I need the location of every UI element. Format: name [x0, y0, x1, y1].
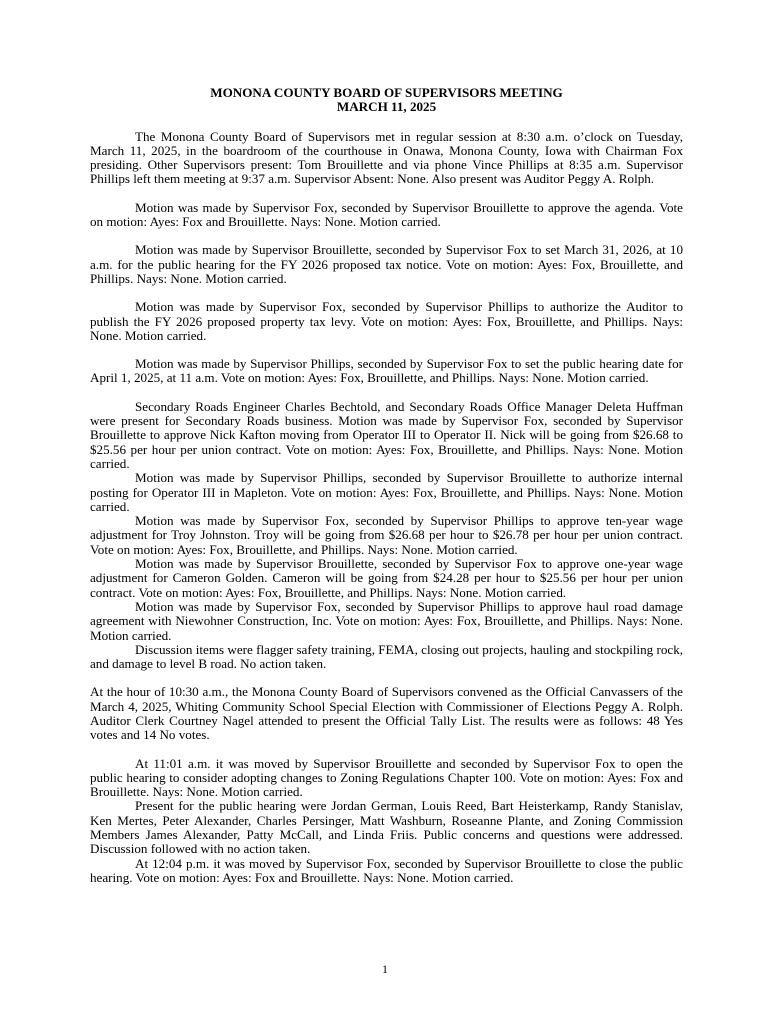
- paragraph-secondary-roads: Secondary Roads Engineer Charles Bechtold, and Secondary Roads Office Manager Deleta Huffman were present for Secondary Roads business. Motion was made by Supervisor Fox, seconded by Supervisor Brouillette to approve Nick Kafton moving from Operator III to Operator II. Nick will be going from $26.68 to $25.56 per hour per union contract. Vote on motion: Ayes: Fox, Brouillette, and Phillips. Nays: None. Motion carried.: [90, 398, 683, 471]
- paragraph-johnston-wage-motion: Motion was made by Supervisor Fox, seconded by Supervisor Phillips to approve ten-year wage adjustment for Troy Johnston. Troy will be going from $26.68 per hour to $26.78 per hour per union contract. Vote on motion: Ayes: Fox, Brouillette, and Phillips. Nays: None. Motion carried.: [90, 513, 683, 557]
- title-line-2: MARCH 11, 2025: [336, 99, 437, 115]
- paragraph-haul-road-motion: Motion was made by Supervisor Fox, seconded by Supervisor Phillips to approve haul road damage agreement with Niewohner Construction, Inc. Vote on motion: Ayes: Fox, Brouillette, and Phillips. Nays: None. Motion carried.: [90, 598, 683, 643]
- paragraph-hearing-tax-notice-motion: Motion was made by Supervisor Brouillette, seconded by Supervisor Fox to set March 31, 2026, at 10 a.m. for the public hearing for the FY 2026 proposed tax notice. Vote on motion: Ayes: Fox, Brouillette, and Phillips. Nays: None. Motion carried.: [90, 242, 683, 286]
- paragraph-session-opening: The Monona County Board of Supervisors met in regular session at 8:30 a.m. o’clock on Tuesday, March 11, 2025, in the boardroom of the courthouse in Onawa, Monona County, Iowa with Chairman Fox presiding. Other Supervisors present: Tom Brouillette and via phone Vince Phillips at 8:35 a.m. Supervisor Phillips left them meeting at 9:37 a.m. Supervisor Absent: None. Also present was Auditor Peggy A. Rolph.: [90, 128, 683, 187]
- paragraph-hearing-date-motion: Motion was made by Supervisor Phillips, seconded by Supervisor Fox to set the public hearing date for April 1, 2025, at 11 a.m. Vote on motion: Ayes: Fox, Brouillette, and Phillips. Nays: None. Motion carried.: [90, 356, 683, 386]
- paragraph-open-public-hearing: At 11:01 a.m. it was moved by Supervisor Brouillette and seconded by Supervisor Fox to open the public hearing to consider adopting changes to Zoning Regulations Chapter 100. Vote on motion: Ayes: Fox and Brouillette. Nays: None. Motion carried.: [90, 755, 683, 800]
- paragraph-close-public-hearing: At 12:04 p.m. it was moved by Supervisor Fox, seconded by Supervisor Brouillette to close the public hearing. Vote on motion: Ayes: Fox and Brouillette. Nays: None. Motion carried.: [90, 855, 683, 885]
- paragraph-operator-posting-motion: Motion was made by Supervisor Phillips, seconded by Supervisor Brouillette to authorize internal posting for Operator III in Mapleton. Vote on motion: Ayes: Fox, Brouillette, and Phillips. Nays: None. Motion carried.: [90, 470, 683, 514]
- document-body: [90, 86, 683, 885]
- paragraph-canvass: At the hour of 10:30 a.m., the Monona County Board of Supervisors convened as the Official Canvassers of the March 4, 2025, Whiting Community School Special Election with Commissioner of Elections Peggy A. Rolph. Auditor Clerk Courtney Nagel attended to present the Official Tally List. The results were as follows: 48 Yes votes and 14 No votes.: [90, 684, 683, 743]
- document-title: [90, 86, 683, 115]
- paragraph-levy-publish-motion: Motion was made by Supervisor Fox, seconded by Supervisor Phillips to authorize the Auditor to publish the FY 2026 proposed property tax levy. Vote on motion: Ayes: Fox, Brouillette, and Phillips. Nays: None. Motion carried.: [90, 299, 683, 343]
- paragraph-golden-wage-motion: Motion was made by Supervisor Brouillette, seconded by Supervisor Fox to approve one-year wage adjustment for Cameron Golden. Cameron will be going from $24.28 per hour to $25.56 per hour per union contract. Vote on motion: Ayes: Fox, Brouillette, and Phillips. Nays: None. Motion carried.: [90, 556, 683, 600]
- paragraph-agenda-motion: Motion was made by Supervisor Fox, seconded by Supervisor Brouillette to approve the agenda. Vote on motion: Ayes: Fox and Brouillette. Nays: None. Motion carried.: [90, 199, 683, 230]
- paragraph-hearing-attendees: Present for the public hearing were Jordan German, Louis Reed, Bart Heisterkamp, Randy Stanislav, Ken Mertes, Peter Alexander, Charles Persinger, Matt Washburn, Roseanne Plante, and Zoning Commission Members James Alexander, Patty McCall, and Linda Friis. Public concerns and questions were addressed. Discussion followed with no action taken.: [90, 798, 683, 857]
- page-number: 1: [382, 962, 388, 976]
- paragraph-discussion-items: Discussion items were flagger safety training, FEMA, closing out projects, hauling and stockpiling rock, and damage to level B road. No action taken.: [90, 641, 684, 672]
- title-line-1: MONONA COUNTY BOARD OF SUPERVISORS MEETING: [210, 85, 563, 100]
